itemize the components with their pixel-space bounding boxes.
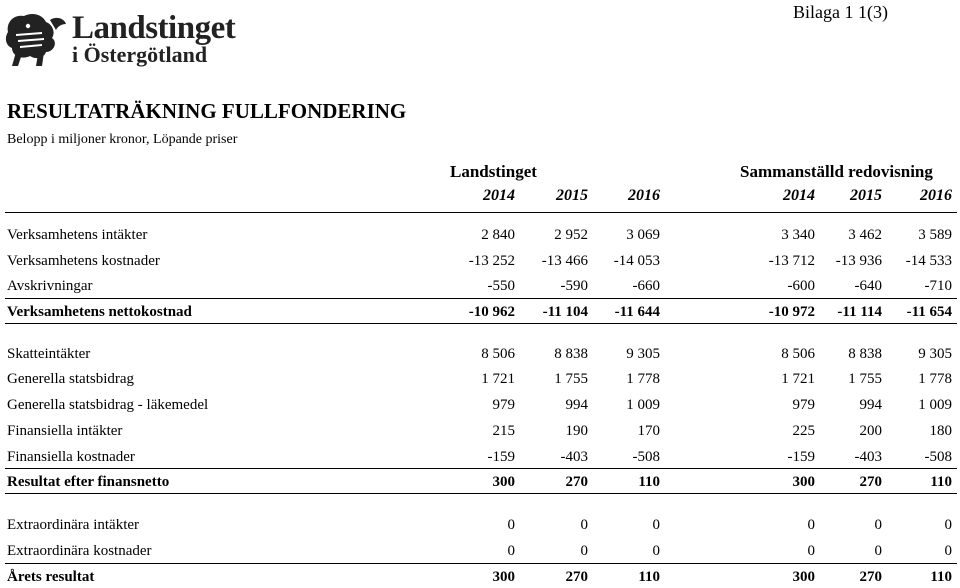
- table-cell: 1 755: [554, 371, 588, 387]
- table-cell: 225: [792, 423, 815, 439]
- table-row: [0, 420, 960, 442]
- subtotal-underline: [5, 323, 957, 324]
- table-cell: 0: [944, 543, 952, 559]
- table-row: [0, 250, 960, 272]
- table-cell: 0: [580, 517, 588, 533]
- table-cell: 0: [874, 543, 882, 559]
- table-cell: 3 589: [918, 227, 952, 243]
- table-cell: -159: [787, 449, 815, 465]
- table-cell: 0: [507, 517, 515, 533]
- row-label: Skatteintäkter: [7, 346, 91, 362]
- table-cell: 110: [930, 474, 952, 490]
- table-row: [0, 394, 960, 416]
- row-label: Avskrivningar: [7, 278, 93, 294]
- year-header: 2016: [920, 187, 952, 204]
- table-cell: 8 838: [554, 346, 588, 362]
- table-cell: 200: [859, 423, 882, 439]
- table-cell: 3 340: [781, 227, 815, 243]
- table-row: [0, 301, 960, 323]
- table-cell: -550: [487, 278, 515, 294]
- table-cell: 9 305: [918, 346, 952, 362]
- table-cell: -13 712: [768, 253, 815, 269]
- table-cell: 8 838: [848, 346, 882, 362]
- table-cell: 180: [929, 423, 952, 439]
- row-label: Verksamhetens nettokostnad: [7, 304, 192, 320]
- table-cell: 0: [944, 517, 952, 533]
- table-cell: 2 840: [481, 227, 515, 243]
- table-row: [0, 275, 960, 297]
- table-cell: 1 755: [848, 371, 882, 387]
- table-cell: 8 506: [481, 346, 515, 362]
- table-cell: 3 462: [848, 227, 882, 243]
- table-cell: 0: [507, 543, 515, 559]
- table-cell: 994: [859, 397, 882, 413]
- subtotal-rule: [5, 298, 957, 299]
- year-header: 2014: [483, 187, 515, 204]
- table-cell: 1 778: [918, 371, 952, 387]
- table-cell: -11 654: [906, 304, 952, 320]
- table-cell: 270: [859, 569, 882, 585]
- table-cell: -11 114: [837, 304, 882, 320]
- table-cell: -13 936: [835, 253, 882, 269]
- row-label: Verksamhetens kostnader: [7, 253, 160, 269]
- row-label: Extraordinära intäkter: [7, 517, 140, 533]
- table-cell: -590: [560, 278, 588, 294]
- column-group-sammanstalld: Sammanställd redovisning: [740, 162, 933, 181]
- table-cell: -14 533: [905, 253, 952, 269]
- table-cell: -660: [632, 278, 660, 294]
- year-header: 2015: [850, 187, 882, 204]
- table-cell: 300: [492, 569, 515, 585]
- table-cell: 0: [807, 543, 815, 559]
- table-cell: -11 644: [614, 304, 660, 320]
- table-cell: 9 305: [626, 346, 660, 362]
- table-cell: 0: [580, 543, 588, 559]
- table-row: [0, 566, 960, 588]
- table-row: [0, 343, 960, 365]
- table-cell: 979: [792, 397, 815, 413]
- table-cell: -508: [632, 449, 660, 465]
- table-row: [0, 540, 960, 562]
- table-row: [0, 446, 960, 468]
- table-cell: 170: [637, 423, 660, 439]
- table-row: [0, 514, 960, 536]
- table-cell: 994: [565, 397, 588, 413]
- row-label: Finansiella kostnader: [7, 449, 135, 465]
- table-cell: 110: [638, 474, 660, 490]
- table-cell: 2 952: [554, 227, 588, 243]
- table-cell: -600: [787, 278, 815, 294]
- table-cell: -403: [854, 449, 882, 465]
- column-group-landstinget: Landstinget: [450, 162, 537, 181]
- table-cell: -13 466: [541, 253, 588, 269]
- year-header: 2014: [783, 187, 815, 204]
- logo-text-landstinget: Landstinget: [72, 10, 236, 46]
- table-cell: 979: [492, 397, 515, 413]
- row-label: Extraordinära kostnader: [7, 543, 152, 559]
- year-header: 2015: [556, 187, 588, 204]
- table-row: [0, 471, 960, 493]
- table-cell: -14 053: [613, 253, 660, 269]
- subtotal-rule: [5, 468, 957, 469]
- table-cell: -640: [854, 278, 882, 294]
- header-divider: [5, 212, 957, 213]
- table-cell: 270: [859, 474, 882, 490]
- table-cell: 0: [652, 543, 660, 559]
- table-cell: 1 009: [626, 397, 660, 413]
- table-row: [0, 368, 960, 390]
- table-cell: 1 721: [481, 371, 515, 387]
- table-cell: -11 104: [542, 304, 588, 320]
- table-cell: 110: [930, 569, 952, 585]
- row-label: Generella statsbidrag - läkemedel: [7, 397, 209, 413]
- year-header: 2016: [628, 187, 660, 204]
- row-label: Årets resultat: [7, 569, 95, 585]
- lion-emblem-icon: [2, 2, 72, 70]
- row-label: Generella statsbidrag: [7, 371, 135, 387]
- table-cell: 270: [565, 474, 588, 490]
- table-cell: -10 962: [468, 304, 515, 320]
- table-cell: 0: [652, 517, 660, 533]
- table-cell: -403: [560, 449, 588, 465]
- table-cell: 0: [807, 517, 815, 533]
- row-label: Verksamhetens intäkter: [7, 227, 148, 243]
- page-reference: Bilaga 1 1(3): [793, 2, 888, 22]
- table-cell: 270: [565, 569, 588, 585]
- row-label: Finansiella intäkter: [7, 423, 123, 439]
- table-cell: -13 252: [468, 253, 515, 269]
- table-cell: -159: [487, 449, 515, 465]
- table-cell: 300: [792, 474, 815, 490]
- table-cell: 1 721: [781, 371, 815, 387]
- total-rule: [5, 563, 957, 564]
- table-cell: 300: [792, 569, 815, 585]
- table-cell: 8 506: [781, 346, 815, 362]
- table-row: [0, 224, 960, 246]
- page-subtitle: Belopp i miljoner kronor, Löpande priser: [7, 132, 238, 147]
- table-cell: -508: [924, 449, 952, 465]
- table-cell: 1 778: [626, 371, 660, 387]
- table-cell: 215: [492, 423, 515, 439]
- row-label: Resultat efter finansnetto: [7, 474, 170, 490]
- table-cell: 1 009: [918, 397, 952, 413]
- table-cell: -710: [924, 278, 952, 294]
- table-cell: 300: [492, 474, 515, 490]
- table-cell: -10 972: [768, 304, 815, 320]
- page-title: RESULTATRÄKNING FULLFONDERING: [7, 99, 407, 123]
- subtotal-underline: [5, 493, 957, 494]
- table-cell: 0: [874, 517, 882, 533]
- table-cell: 110: [638, 569, 660, 585]
- table-cell: 3 069: [626, 227, 660, 243]
- landstinget-logo: [2, 2, 247, 72]
- logo-text-ostergotland: i Östergötland: [72, 42, 208, 67]
- table-cell: 190: [565, 423, 588, 439]
